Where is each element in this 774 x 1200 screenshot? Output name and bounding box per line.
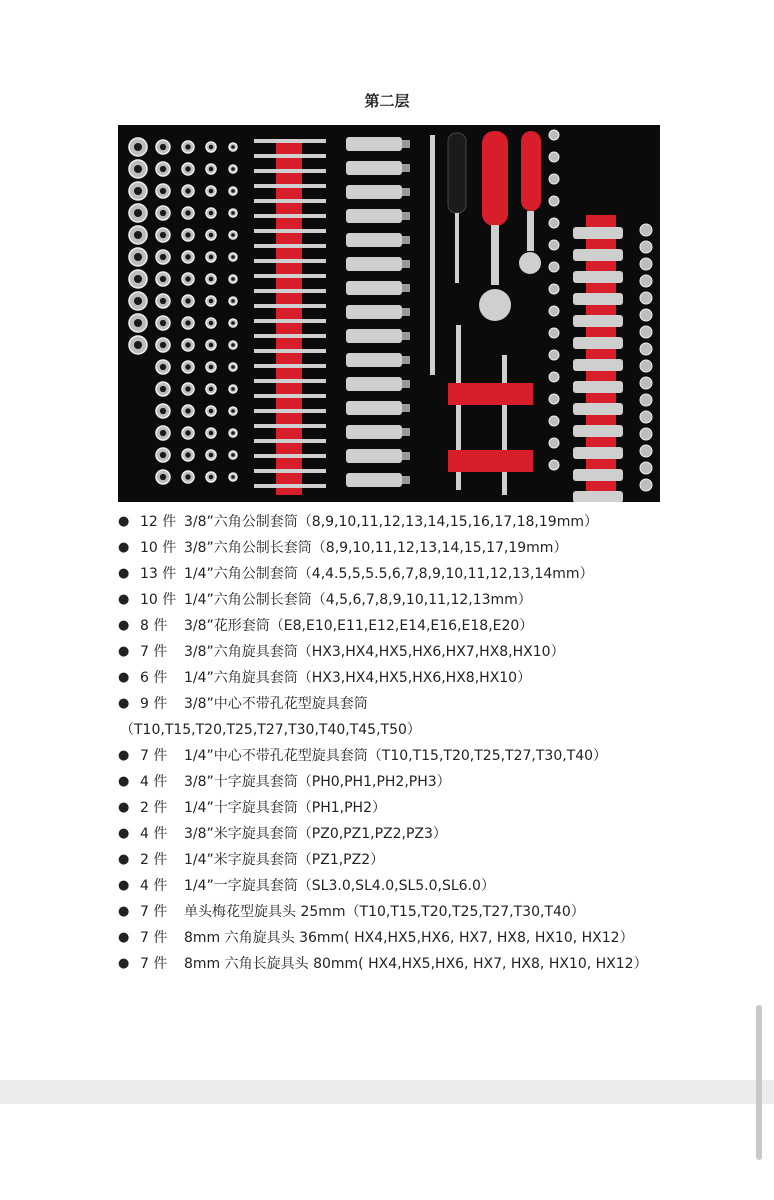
item-spec: 1/4”十字旋具套筒（PH1,PH2） [184,800,386,816]
socket-hole-icon [185,276,190,281]
socket-end-icon [402,236,410,244]
bullet-icon: ● [118,540,130,555]
item-spec: 1/4”六角公制长套筒（4,5,6,7,8,9,10,11,12,13mm） [184,592,532,608]
bullet-icon: ● [118,748,130,763]
bit-icon [254,169,326,173]
socket-icon [640,428,652,440]
page-title: 第二层 [364,92,410,110]
socket-end-icon [402,356,410,364]
item-quantity: 7 件 [140,644,168,660]
bit-icon [254,424,326,428]
list-item [118,561,738,587]
socket-icon [549,130,559,140]
long-socket-icon [573,491,623,502]
socket-hole-icon [185,386,190,391]
long-socket-icon [346,377,402,391]
socket-hole-icon [185,144,190,149]
socket-end-icon [402,212,410,220]
list-item [118,769,738,795]
socket-hole-icon [209,299,214,304]
item-quantity: 8 件 [140,618,168,634]
item-quantity: 10 件 [140,540,177,556]
socket-end-icon [402,308,410,316]
bullet-icon: ● [118,774,130,789]
item-quantity: 4 件 [140,878,168,894]
socket-icon [549,262,559,272]
long-socket-icon [573,403,623,415]
socket-hole-icon [134,165,142,173]
socket-hole-icon [231,365,235,369]
item-spec: 3/8”花形套筒（E8,E10,E11,E12,E14,E16,E18,E20） [184,618,534,634]
item-quantity: 13 件 [140,566,177,582]
socket-icon [640,411,652,423]
socket-hole-icon [134,275,142,283]
long-socket-icon [346,281,402,295]
socket-hole-icon [231,453,235,457]
bullet-icon: ● [118,852,130,867]
socket-icon [549,306,559,316]
item-quantity: 7 件 [140,904,168,920]
bullet-icon: ● [118,618,130,633]
long-socket-icon [346,233,402,247]
item-spec: 8mm 六角长旋具头 80mm( HX4,HX5,HX6, HX7, HX8, HX10, HX12） [184,956,648,972]
socket-icon [549,284,559,294]
socket-hole-icon [134,319,142,327]
long-socket-icon [346,137,402,151]
socket-icon [640,292,652,304]
socket-icon [640,445,652,457]
socket-hole-icon [134,253,142,261]
socket-hole-icon [134,209,142,217]
socket-hole-icon [185,210,190,215]
socket-icon [640,241,652,253]
long-socket-icon [346,305,402,319]
socket-hole-icon [209,431,214,436]
socket-icon [549,218,559,228]
socket-icon [640,479,652,491]
socket-hole-icon [209,145,214,150]
long-socket-icon [573,337,623,349]
item-quantity: 7 件 [140,930,168,946]
socket-hole-icon [185,408,190,413]
socket-icon [549,350,559,360]
socket-hole-icon [209,343,214,348]
item-quantity: 4 件 [140,826,168,842]
socket-hole-icon [160,276,166,282]
socket-hole-icon [160,298,166,304]
socket-hole-icon [134,187,142,195]
item-spec: 单头梅花型旋具头 25mm（T10,T15,T20,T25,T27,T30,T40） [184,904,585,920]
item-quantity: 9 件 [140,696,168,712]
long-socket-icon [573,447,623,459]
socket-hole-icon [209,453,214,458]
bit-icon [254,394,326,398]
socket-hole-icon [209,255,214,260]
bit-icon [254,304,326,308]
ratchet-handle-icon [482,131,508,226]
extension-bar-icon [430,135,435,375]
list-item [118,509,738,535]
socket-hole-icon [231,277,235,281]
socket-hole-icon [231,475,235,479]
list-item-continuation [118,717,738,743]
socket-hole-icon [209,409,214,414]
long-socket-icon [346,353,402,367]
list-item [118,795,738,821]
bit-icon [254,349,326,353]
socket-hole-icon [160,254,166,260]
item-quantity: 10 件 [140,592,177,608]
screwdriver-handle-icon [448,133,466,213]
scrollbar[interactable] [756,1005,762,1160]
socket-end-icon [402,332,410,340]
socket-icon [640,326,652,338]
socket-hole-icon [209,321,214,326]
socket-end-icon [402,428,410,436]
bit-icon [254,274,326,278]
socket-icon [640,394,652,406]
item-list [118,509,738,977]
socket-hole-icon [185,232,190,237]
bullet-icon: ● [118,800,130,815]
long-socket-icon [346,473,402,487]
bit-icon [254,229,326,233]
socket-hole-icon [134,231,142,239]
item-quantity: 2 件 [140,800,168,816]
socket-hole-icon [209,475,214,480]
bit-icon [254,214,326,218]
socket-end-icon [402,188,410,196]
socket-hole-icon [231,211,235,215]
bit-icon [254,379,326,383]
socket-end-icon [402,404,410,412]
socket-hole-icon [231,189,235,193]
list-item [118,743,738,769]
bit-icon [254,199,326,203]
list-item [118,847,738,873]
item-spec: 3/8”米字旋具套筒（PZ0,PZ1,PZ2,PZ3） [184,826,447,842]
socket-end-icon [402,164,410,172]
socket-hole-icon [209,365,214,370]
socket-hole-icon [231,299,235,303]
bullet-icon: ● [118,566,130,581]
bit-icon [254,484,326,488]
socket-hole-icon [160,474,166,480]
socket-hole-icon [185,254,190,259]
socket-hole-icon [231,233,235,237]
item-quantity: 7 件 [140,748,168,764]
long-socket-icon [573,359,623,371]
item-spec: 8mm 六角旋具头 36mm( HX4,HX5,HX6, HX7, HX8, HX10, HX12） [184,930,634,946]
socket-hole-icon [185,342,190,347]
screwdriver-shaft-icon [455,213,459,283]
bit-icon [254,334,326,338]
socket-hole-icon [209,211,214,216]
long-socket-icon [573,293,623,305]
socket-icon [640,309,652,321]
socket-icon [549,438,559,448]
bullet-icon: ● [118,930,130,945]
item-spec: 1/4”六角旋具套筒（HX3,HX4,HX5,HX6,HX8,HX10） [184,670,532,686]
list-item [118,535,738,561]
bullet-icon: ● [118,826,130,841]
item-spec: 1/4”一字旋具套筒（SL3.0,SL4.0,SL5.0,SL6.0） [184,878,495,894]
bullet-icon: ● [118,644,130,659]
list-item [118,665,738,691]
socket-hole-icon [185,298,190,303]
item-spec: 1/4”六角公制套筒（4,4.5,5,5.5,6,7,8,9,10,11,12,13,14mm） [184,566,594,582]
list-item [118,613,738,639]
bit-icon [254,244,326,248]
socket-hole-icon [160,386,166,392]
list-item [118,821,738,847]
socket-icon [640,343,652,355]
socket-icon [549,372,559,382]
socket-hole-icon [185,364,190,369]
socket-end-icon [402,452,410,460]
bit-icon [254,409,326,413]
long-socket-icon [573,469,623,481]
item-quantity: 7 件 [140,956,168,972]
bit-icon [254,439,326,443]
socket-icon [549,328,559,338]
bullet-icon: ● [118,956,130,971]
socket-hole-icon [185,430,190,435]
socket-icon [640,258,652,270]
ratchet-handle-icon [521,131,541,211]
socket-hole-icon [231,387,235,391]
socket-end-icon [402,476,410,484]
socket-hole-icon [160,364,166,370]
item-quantity: 12 件 [140,514,177,530]
item-spec: 3/8”中心不带孔花型旋具套筒 [184,696,368,712]
socket-hole-icon [160,210,166,216]
item-spec: 3/8”六角旋具套筒（HX3,HX4,HX5,HX6,HX7,HX8,HX10） [184,644,565,660]
bit-icon [254,364,326,368]
socket-hole-icon [185,320,190,325]
bit-icon [254,469,326,473]
ratchet-neck-icon [491,225,499,285]
socket-hole-icon [160,188,166,194]
bullet-icon: ● [118,592,130,607]
bullet-icon: ● [118,904,130,919]
long-socket-icon [346,161,402,175]
list-item [118,873,738,899]
socket-hole-icon [209,387,214,392]
socket-hole-icon [231,343,235,347]
socket-hole-icon [185,166,190,171]
socket-hole-icon [160,144,166,150]
long-socket-icon [346,449,402,463]
bit-icon [254,289,326,293]
long-socket-icon [346,209,402,223]
red-strip [448,383,533,405]
socket-hole-icon [231,431,235,435]
socket-icon [640,275,652,287]
bit-icon [254,319,326,323]
socket-hole-icon [185,188,190,193]
bit-icon [254,454,326,458]
socket-hole-icon [134,297,142,305]
socket-hole-icon [185,474,190,479]
item-spec: 3/8”十字旋具套筒（PH0,PH1,PH2,PH3） [184,774,451,790]
socket-hole-icon [160,232,166,238]
list-item [118,925,738,951]
socket-hole-icon [134,341,142,349]
bit-icon [254,139,326,143]
list-item [118,639,738,665]
socket-hole-icon [231,145,235,149]
ratchet-head-icon [479,289,511,321]
socket-end-icon [402,140,410,148]
item-spec: 1/4”米字旋具套筒（PZ1,PZ2） [184,852,385,868]
long-socket-icon [346,257,402,271]
tool-tray-illustration [118,125,660,502]
long-socket-icon [346,185,402,199]
item-spec: 3/8”六角公制套筒（8,9,10,11,12,13,14,15,16,17,18,19mm） [184,514,598,530]
item-quantity: 4 件 [140,774,168,790]
red-strip [448,450,533,472]
socket-hole-icon [160,342,166,348]
long-socket-icon [346,401,402,415]
long-socket-icon [346,329,402,343]
ratchet-neck-icon [527,211,534,251]
item-quantity: 6 件 [140,670,168,686]
socket-icon [640,360,652,372]
socket-icon [640,462,652,474]
list-item-text: （T10,T15,T20,T25,T27,T30,T40,T45,T50） [120,722,421,738]
item-quantity: 2 件 [140,852,168,868]
ratchet-head-icon [519,252,541,274]
socket-icon [549,460,559,470]
socket-icon [549,196,559,206]
long-socket-icon [573,227,623,239]
socket-hole-icon [160,430,166,436]
long-socket-icon [573,271,623,283]
bullet-icon: ● [118,696,130,711]
socket-icon [640,377,652,389]
socket-hole-icon [160,408,166,414]
socket-hole-icon [209,277,214,282]
long-socket-icon [573,249,623,261]
socket-hole-icon [160,452,166,458]
socket-hole-icon [160,320,166,326]
socket-hole-icon [231,255,235,259]
socket-icon [549,240,559,250]
socket-icon [549,174,559,184]
tool-tray-photo [118,125,660,502]
item-spec: 3/8”六角公制长套筒（8,9,10,11,12,13,14,15,17,19mm） [184,540,568,556]
page-divider [0,1080,774,1104]
socket-end-icon [402,380,410,388]
socket-end-icon [402,284,410,292]
long-socket-icon [573,381,623,393]
socket-hole-icon [209,233,214,238]
list-item [118,899,738,925]
bullet-icon: ● [118,670,130,685]
socket-icon [549,394,559,404]
socket-end-icon [402,260,410,268]
socket-icon [640,224,652,236]
list-item [118,691,738,717]
extension-bar-icon [502,355,507,495]
bit-icon [254,154,326,158]
bullet-icon: ● [118,878,130,893]
socket-hole-icon [231,409,235,413]
long-socket-icon [573,425,623,437]
socket-hole-icon [231,321,235,325]
socket-icon [549,152,559,162]
long-socket-icon [346,425,402,439]
socket-hole-icon [209,189,214,194]
socket-hole-icon [209,167,214,172]
list-item [118,951,738,977]
bit-icon [254,184,326,188]
socket-hole-icon [134,143,142,151]
item-spec: 1/4”中心不带孔花型旋具套筒（T10,T15,T20,T25,T27,T30,T40） [184,748,608,764]
long-socket-icon [573,315,623,327]
bullet-icon: ● [118,514,130,529]
socket-icon [549,416,559,426]
socket-hole-icon [185,452,190,457]
bit-icon [254,259,326,263]
list-item [118,587,738,613]
socket-hole-icon [160,166,166,172]
socket-hole-icon [231,167,235,171]
